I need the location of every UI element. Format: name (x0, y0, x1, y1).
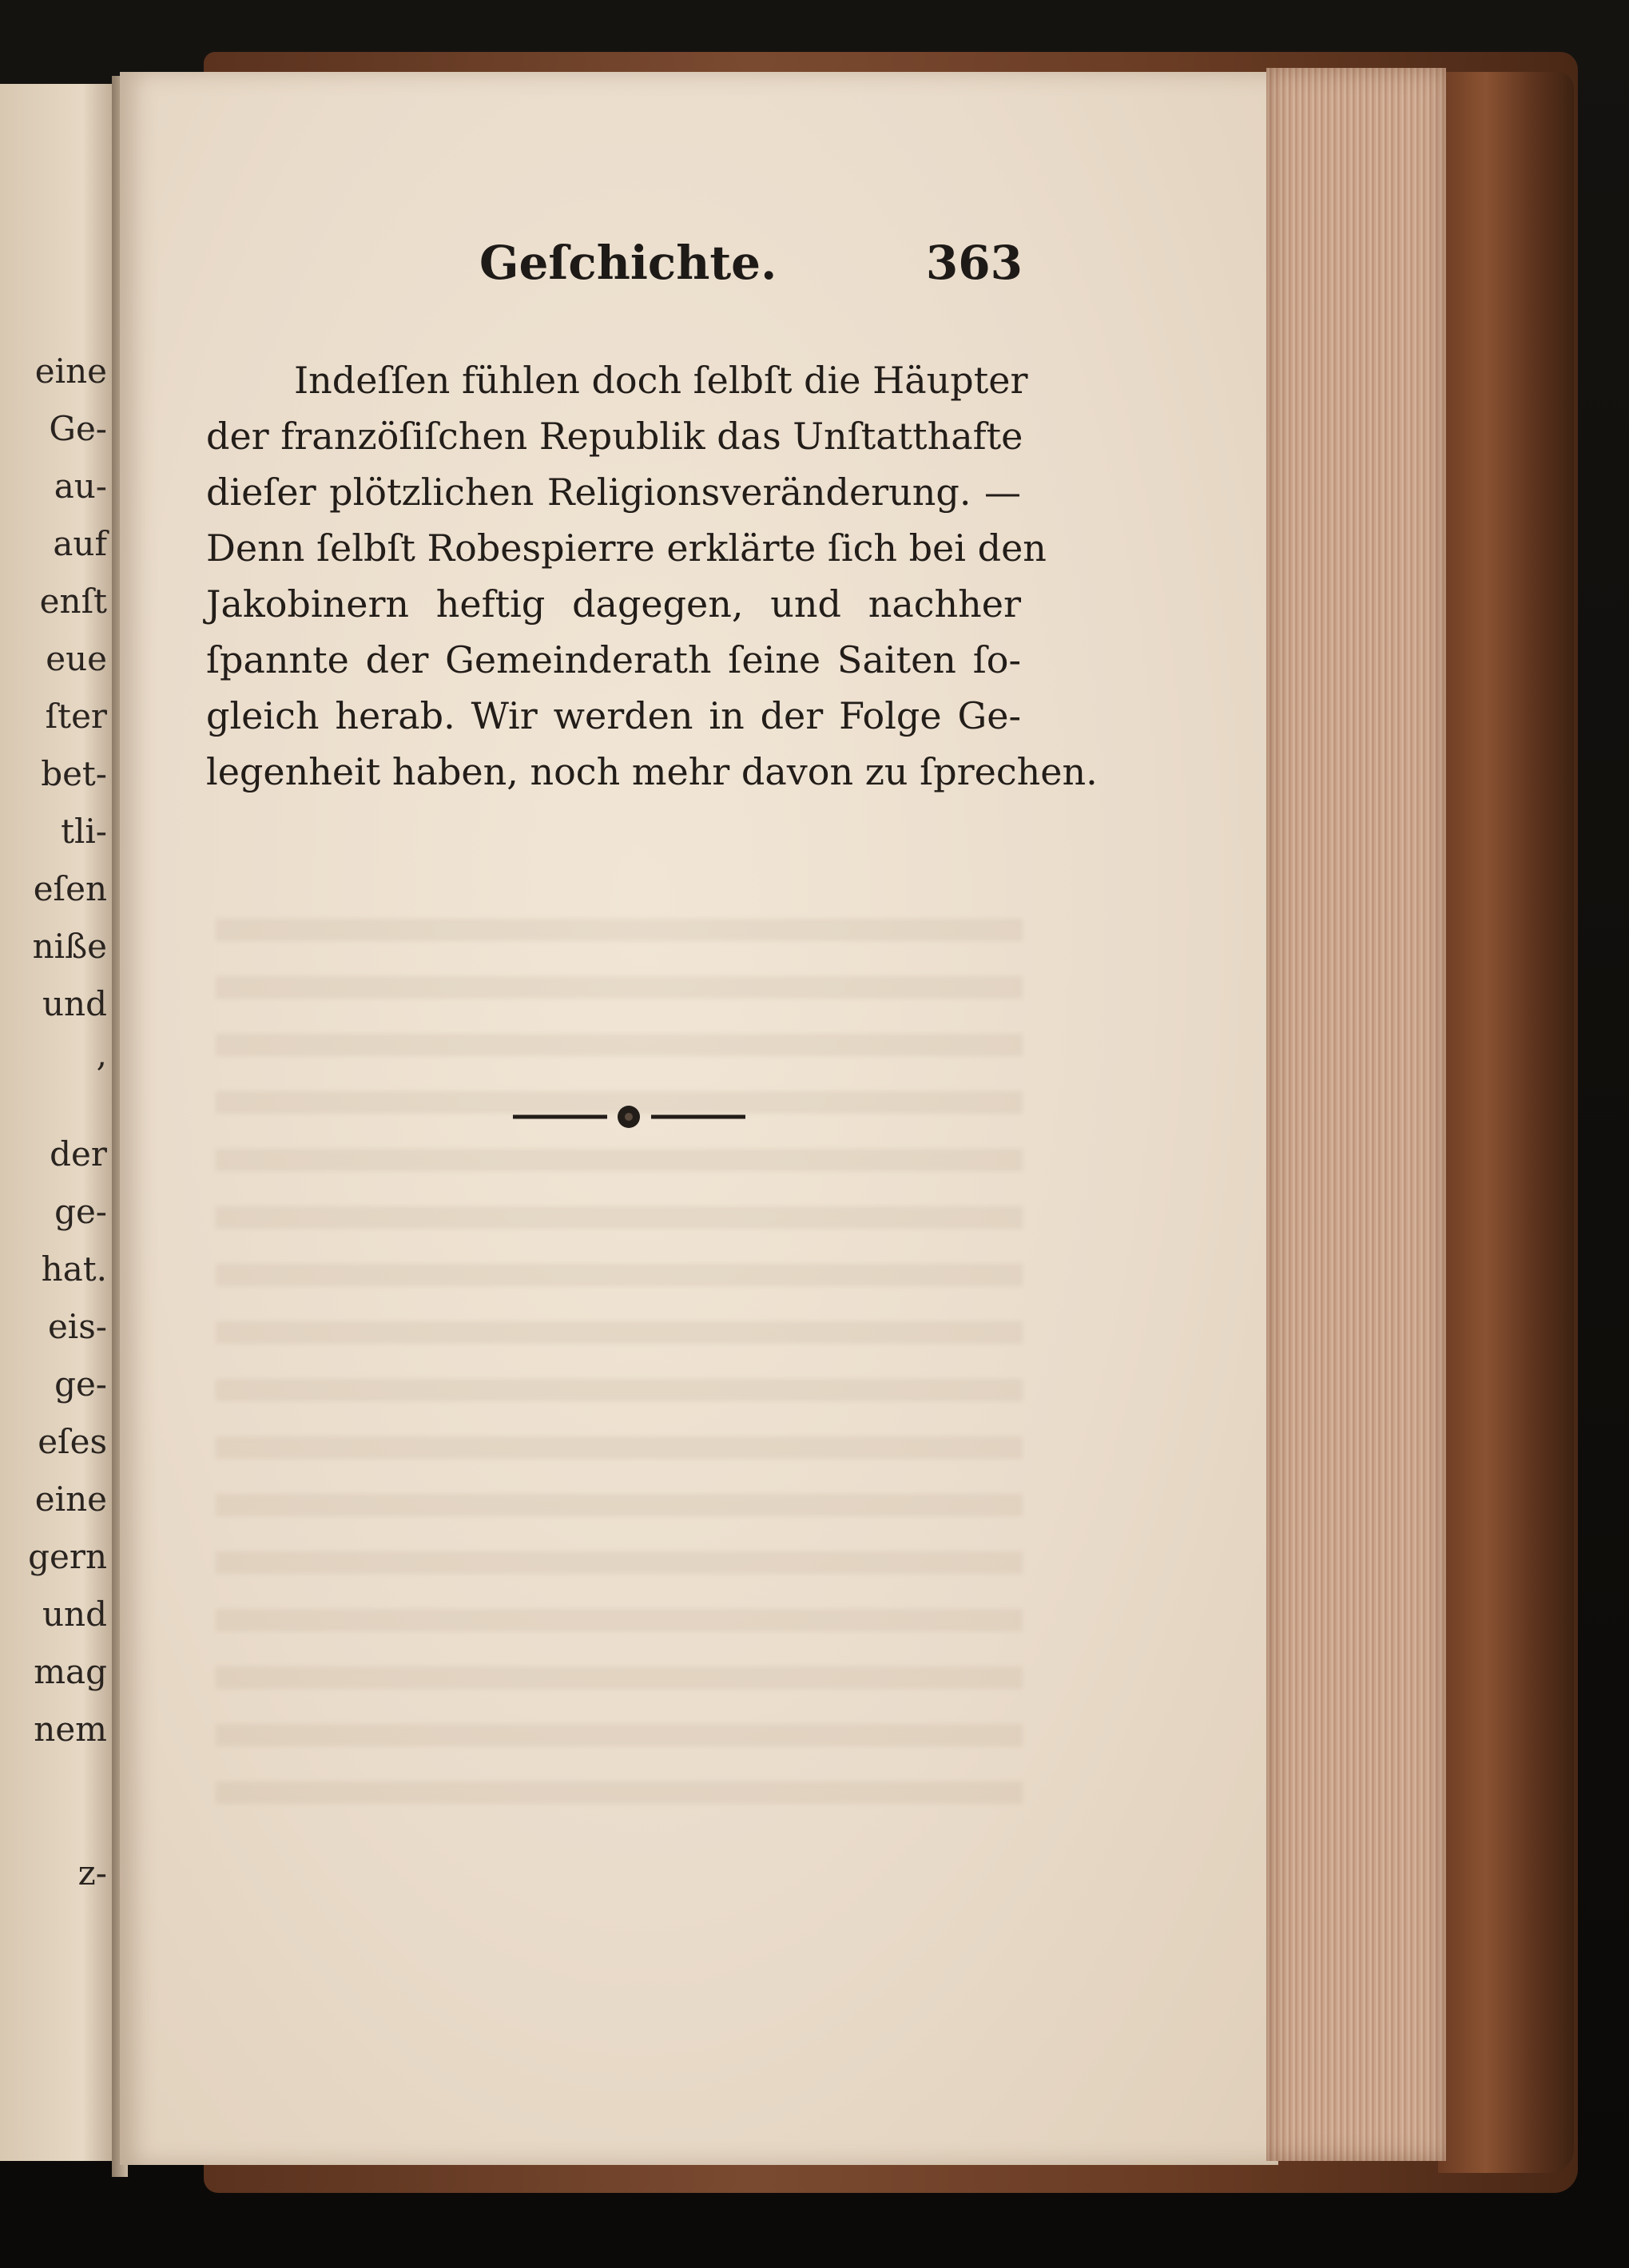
left-line: und (42, 984, 107, 1023)
left-line: eue (46, 639, 107, 678)
left-line: nem (34, 1710, 107, 1749)
left-line: tli- (61, 812, 107, 851)
end-ornament (511, 1101, 747, 1133)
left-line: eis- (47, 1307, 107, 1346)
left-line: eine (34, 352, 107, 391)
left-line: auf (53, 524, 107, 563)
left-line: , (96, 1035, 107, 1074)
text-line: Denn ſelbſt Robespierre erklärte ſich bei den (206, 526, 1047, 570)
left-line: eſes (38, 1422, 107, 1461)
show-through-text (216, 919, 1023, 1837)
text-line: der franzöſiſchen Republik das Unſtatthafte (206, 415, 1023, 458)
left-line: und (42, 1595, 107, 1634)
left-line: Ge- (49, 409, 107, 448)
page-number: 363 (925, 236, 1023, 290)
text-line: gleich herab. Wir werden in der Folge Ge- (206, 694, 1021, 737)
left-line: eine (34, 1480, 107, 1519)
left-line: gern (28, 1537, 107, 1576)
text-line: legenheit haben, noch mehr davon zu ſprechen. (206, 750, 1098, 793)
left-page (0, 84, 118, 2161)
text-line: ſpannte der Gemeinderath ſeine Saiten ſo- (206, 638, 1021, 681)
text-line: Indeſſen fühlen doch ſelbſt die Häupter (294, 359, 1028, 402)
left-line: mag (34, 1652, 107, 1691)
left-line: der (50, 1134, 107, 1174)
left-line: niße (32, 927, 107, 966)
left-line: ſter (45, 697, 107, 736)
left-line: eſen (33, 869, 107, 908)
text-line: dieſer plötzlichen Religionsveränderung. — (206, 471, 1021, 514)
left-line: ge- (54, 1364, 107, 1404)
page-header (479, 236, 1023, 300)
cover-edge (1438, 72, 1574, 2173)
text-line: Jakobinern heftig dagegen, und nachher (206, 582, 1021, 626)
page-block-edges (1266, 68, 1446, 2161)
left-line: hat. (41, 1249, 107, 1289)
left-line: z- (77, 1853, 107, 1893)
left-line: ge- (54, 1192, 107, 1231)
left-line: bet- (41, 754, 107, 793)
left-line: enſt (39, 582, 107, 621)
running-head: Geſchichte. (479, 236, 777, 290)
left-line: au- (54, 467, 107, 506)
